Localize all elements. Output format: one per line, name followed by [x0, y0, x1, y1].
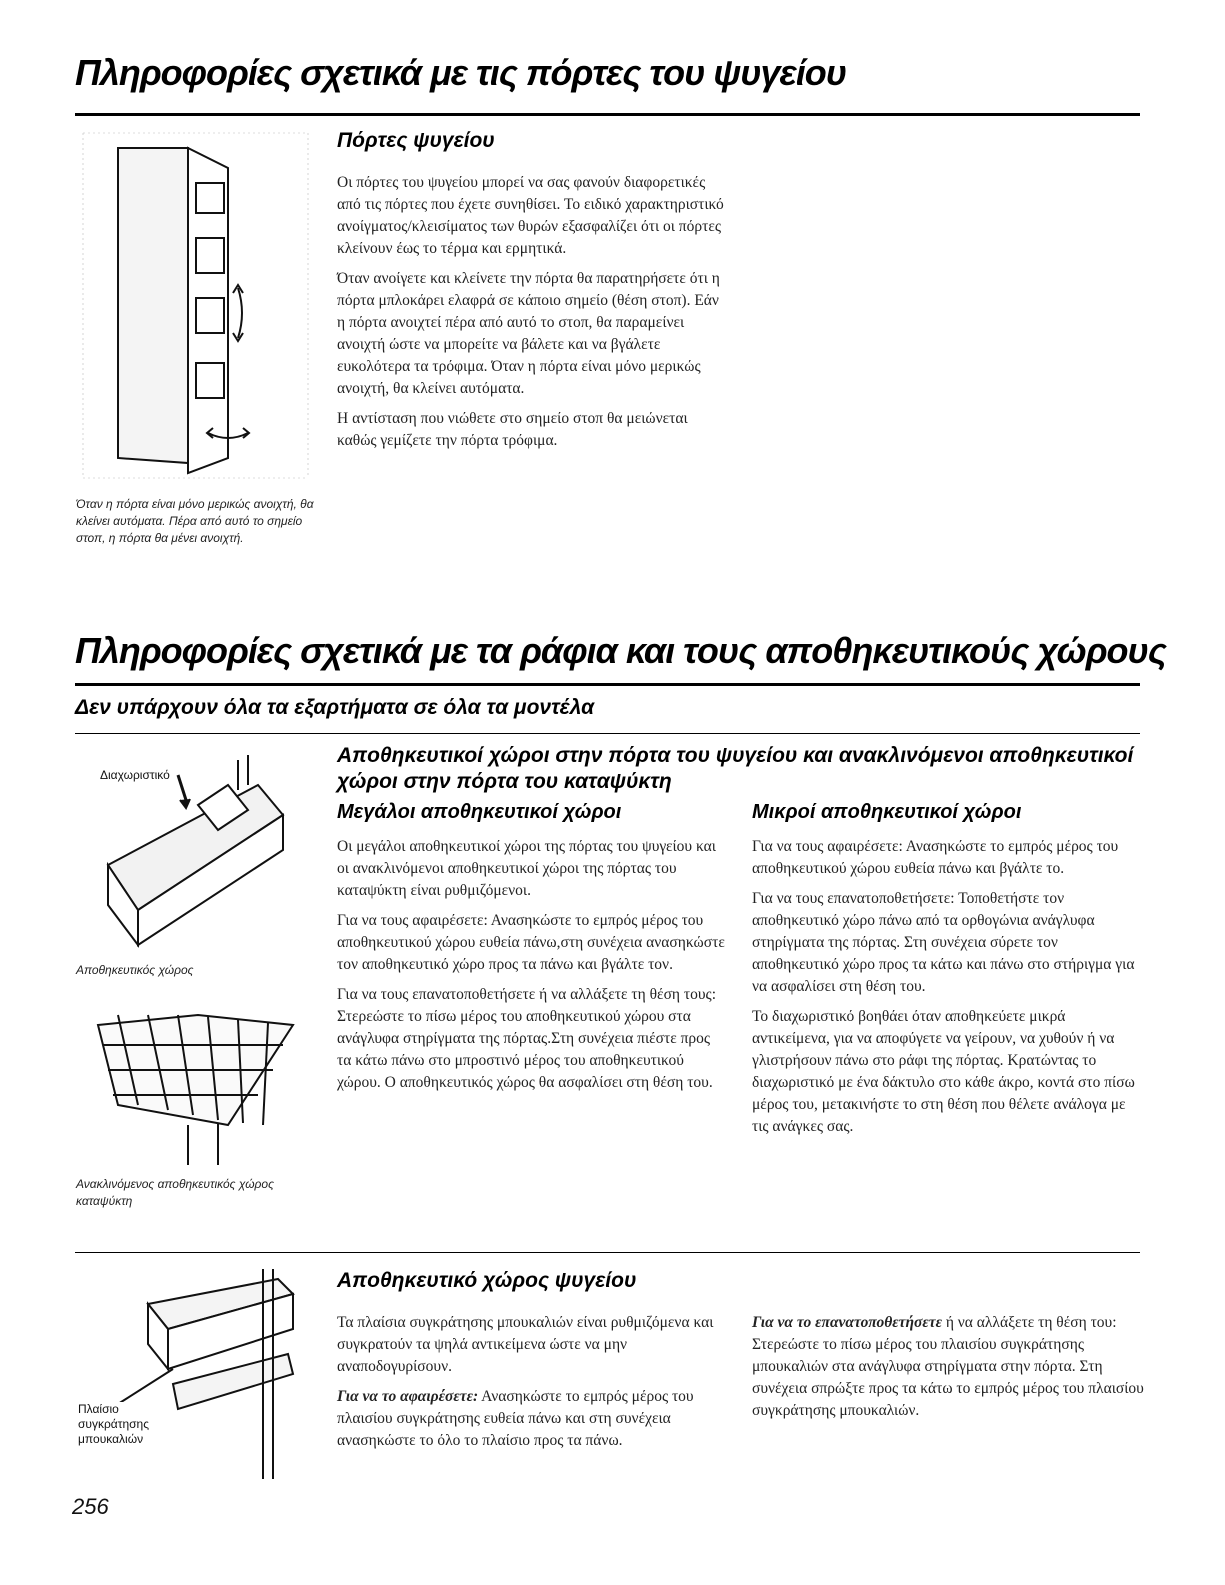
divider [75, 733, 1140, 734]
models-note: Δεν υπάρχουν όλα τα εξαρτήματα σε όλα τα μοντέλα [75, 696, 595, 719]
paragraph-rest: ή να αλλάξετε τη θέση του: Στερεώστε το πίσω μέρος του πλαισίου συγκράτησης μπουκαλιών στα ανάγλυφα στηρίγματα στην πόρτα. Στη συνέχεια σπρώξτε προς τα κάτω το εμπρός μέρος του πλαισίου συγκράτησης μπουκαλιών. [752, 1314, 1144, 1419]
paragraph: Τα πλαίσια συγκράτησης μπουκαλιών είναι ρυθμιζόμενα και συγκρατούν τα ψηλά αντικείμενα ώστε να μην αναποδογυρίσουν. [337, 1314, 714, 1375]
divider-label: Διαχωριστικό [100, 768, 170, 782]
paragraph: Για να τους αφαιρέσετε: Ανασηκώστε το εμπρός μέρος του αποθηκευτικού χώρου ευθεία πάνω και βγάλτε το. [752, 838, 1119, 877]
divider [75, 1252, 1140, 1253]
paragraph: Οι πόρτες του ψυγείου μπορεί να σας φανούν διαφορετικές από τις πόρτες που έχετε συνηθίσει. Το ειδικό χαρακτηριστικό ανοίγματος/κλεισίματος των θυρών εξασφαλίζει ότι οι πόρτες κλείνουν έως το τέρμα και ερμητικά. [337, 174, 724, 257]
fridge-storage-left-text [337, 1312, 727, 1460]
paragraph: Για να τους επανατοποθετήσετε: Τοποθετήστε τον αποθηκευτικό χώρο πάνω από τα ορθογώνια ανάγλυφα στηρίγματα της πόρτας. Στη συνέχεια σύρετε τον αποθηκευτικό χώρο προς τα κάτω και πάνω στο στήριγμα για να ασφαλίσει στη θέση του. [752, 890, 1135, 995]
tilt-caption: Ανακλινόμενος αποθηκευτικός χώρος καταψύκτη [76, 1177, 274, 1208]
doors-text [337, 172, 727, 460]
paragraph: Όταν ανοίγετε και κλείνετε την πόρτα θα παρατηρήσετε ότι η πόρτα μπλοκάρει ελαφρά σε κάποιο σημείο (θέση στοπ). Εάν η πόρτα ανοιχτεί πέρα από αυτό το στοπ, θα παραμείνει ανοιχτή ώστε να μπορείτε να βάλετε και να βγάλετε ευκολότερα τα τρόφιμα. Όταν η πόρτα είναι μόνο μερικώς ανοιχτή, θα κλείνει αυτόματα. [337, 270, 720, 397]
tilt-bin-illustration [78, 985, 318, 1170]
section-title-shelves: Πληροφορίες σχετικά με τα ράφια και τους αποθηκευτικούς χώρους [75, 630, 1166, 671]
title-rule [75, 113, 1140, 116]
section-title-doors: Πληροφορίες σχετικά με τις πόρτες του ψυγείου [75, 52, 847, 93]
small-bins-text [752, 836, 1144, 1146]
paragraph: Οι μεγάλοι αποθηκευτικοί χώροι της πόρτας του ψυγείου και οι ανακλινόμενοι αποθηκευτικοί χώροι της πόρτας του καταψύκτη είναι ρυθμιζόμενοι. [337, 838, 716, 899]
paragraph-rest: Ανασηκώστε το εμπρός μέρος του πλαισίου συγκράτησης ευθεία πάνω και στη συνέχεια ανασηκώστε το όλο το πλαίσιο προς τα πάνω. [337, 1388, 694, 1449]
paragraph: Για να τους επανατοποθετήσετε ή να αλλάξετε τη θέση τους: Στερεώστε το πίσω μέρος του αποθηκευτικού χώρου στα ανάγλυφα στηρίγματα της πόρτας.Στη συνέχεια πιέστε προς τα κάτω πάνω στο μπροστινό μέρος του αποθηκευτικού χώρου. Ο αποθηκευτικός χώρος θα ασφαλίσει στη θέση του. [337, 986, 717, 1091]
page-number: 256 [72, 1494, 109, 1519]
title-rule [75, 683, 1140, 686]
doors-subtitle: Πόρτες ψυγείου [337, 129, 495, 152]
large-bins-text [337, 836, 727, 1102]
fridge-storage-right-text [752, 1312, 1144, 1430]
paragraph: Το διαχωριστικό βοηθάει όταν αποθηκεύετε μικρά αντικείμενα, για να αποφύγετε να γείρουν, να χυθούν ή να γλιστρήσουν πάνω στο ράφι της πόρτας. Κρατώντας το διαχωριστικό με ένα δάκτυλο στο κάθε άκρο, κοντά στο πίσω μέρος του, μετακινήστε το στη θέση που θέλετε ανάλογα με τις ανάγκες σας. [752, 1008, 1135, 1135]
paragraph-lead: Για να το αφαιρέσετε: [337, 1388, 479, 1405]
bins-subtitle: Αποθηκευτικοί χώροι στην πόρτα του ψυγείου και ανακλινόμενοι αποθηκευτικοί χώροι στην πόρτα του καταψύκτη [337, 744, 1134, 793]
small-bins-heading: Μικροί αποθηκευτικοί χώροι [752, 801, 1022, 823]
paragraph-lead: Για να το επανατοποθετήσετε [752, 1314, 942, 1331]
paragraph [337, 1386, 727, 1452]
door-illustration [78, 128, 318, 488]
large-bins-heading: Μεγάλοι αποθηκευτικοί χώροι [337, 801, 622, 823]
bottle-frame-illustration [78, 1264, 318, 1484]
paragraph [752, 1312, 1144, 1422]
fridge-storage-subtitle: Αποθηκευτικό χώρος ψυγείου [337, 1269, 637, 1292]
bin-caption: Αποθηκευτικός χώρος [76, 963, 194, 977]
door-caption: Όταν η πόρτα είναι μόνο μερικώς ανοιχτή, θα κλείνει αυτόματα. Πέρα από αυτό το σημείο στοπ, η πόρτα θα μένει ανοιχτή. [76, 497, 314, 545]
paragraph: Για να τους αφαιρέσετε: Ανασηκώστε το εμπρός μέρος του αποθηκευτικού χώρου ευθεία πάνω,στη συνέχεια ανασηκώστε τον αποθηκευτικό χώρο προς τα πάνω και βγάλτε τον. [337, 912, 725, 973]
frame-label: Πλαίσιο συγκράτησης μπουκαλιών [78, 1402, 158, 1447]
paragraph: Η αντίσταση που νιώθετε στο σημείο στοπ θα μειώνεται καθώς γεμίζετε την πόρτα τρόφιμα. [337, 410, 688, 449]
